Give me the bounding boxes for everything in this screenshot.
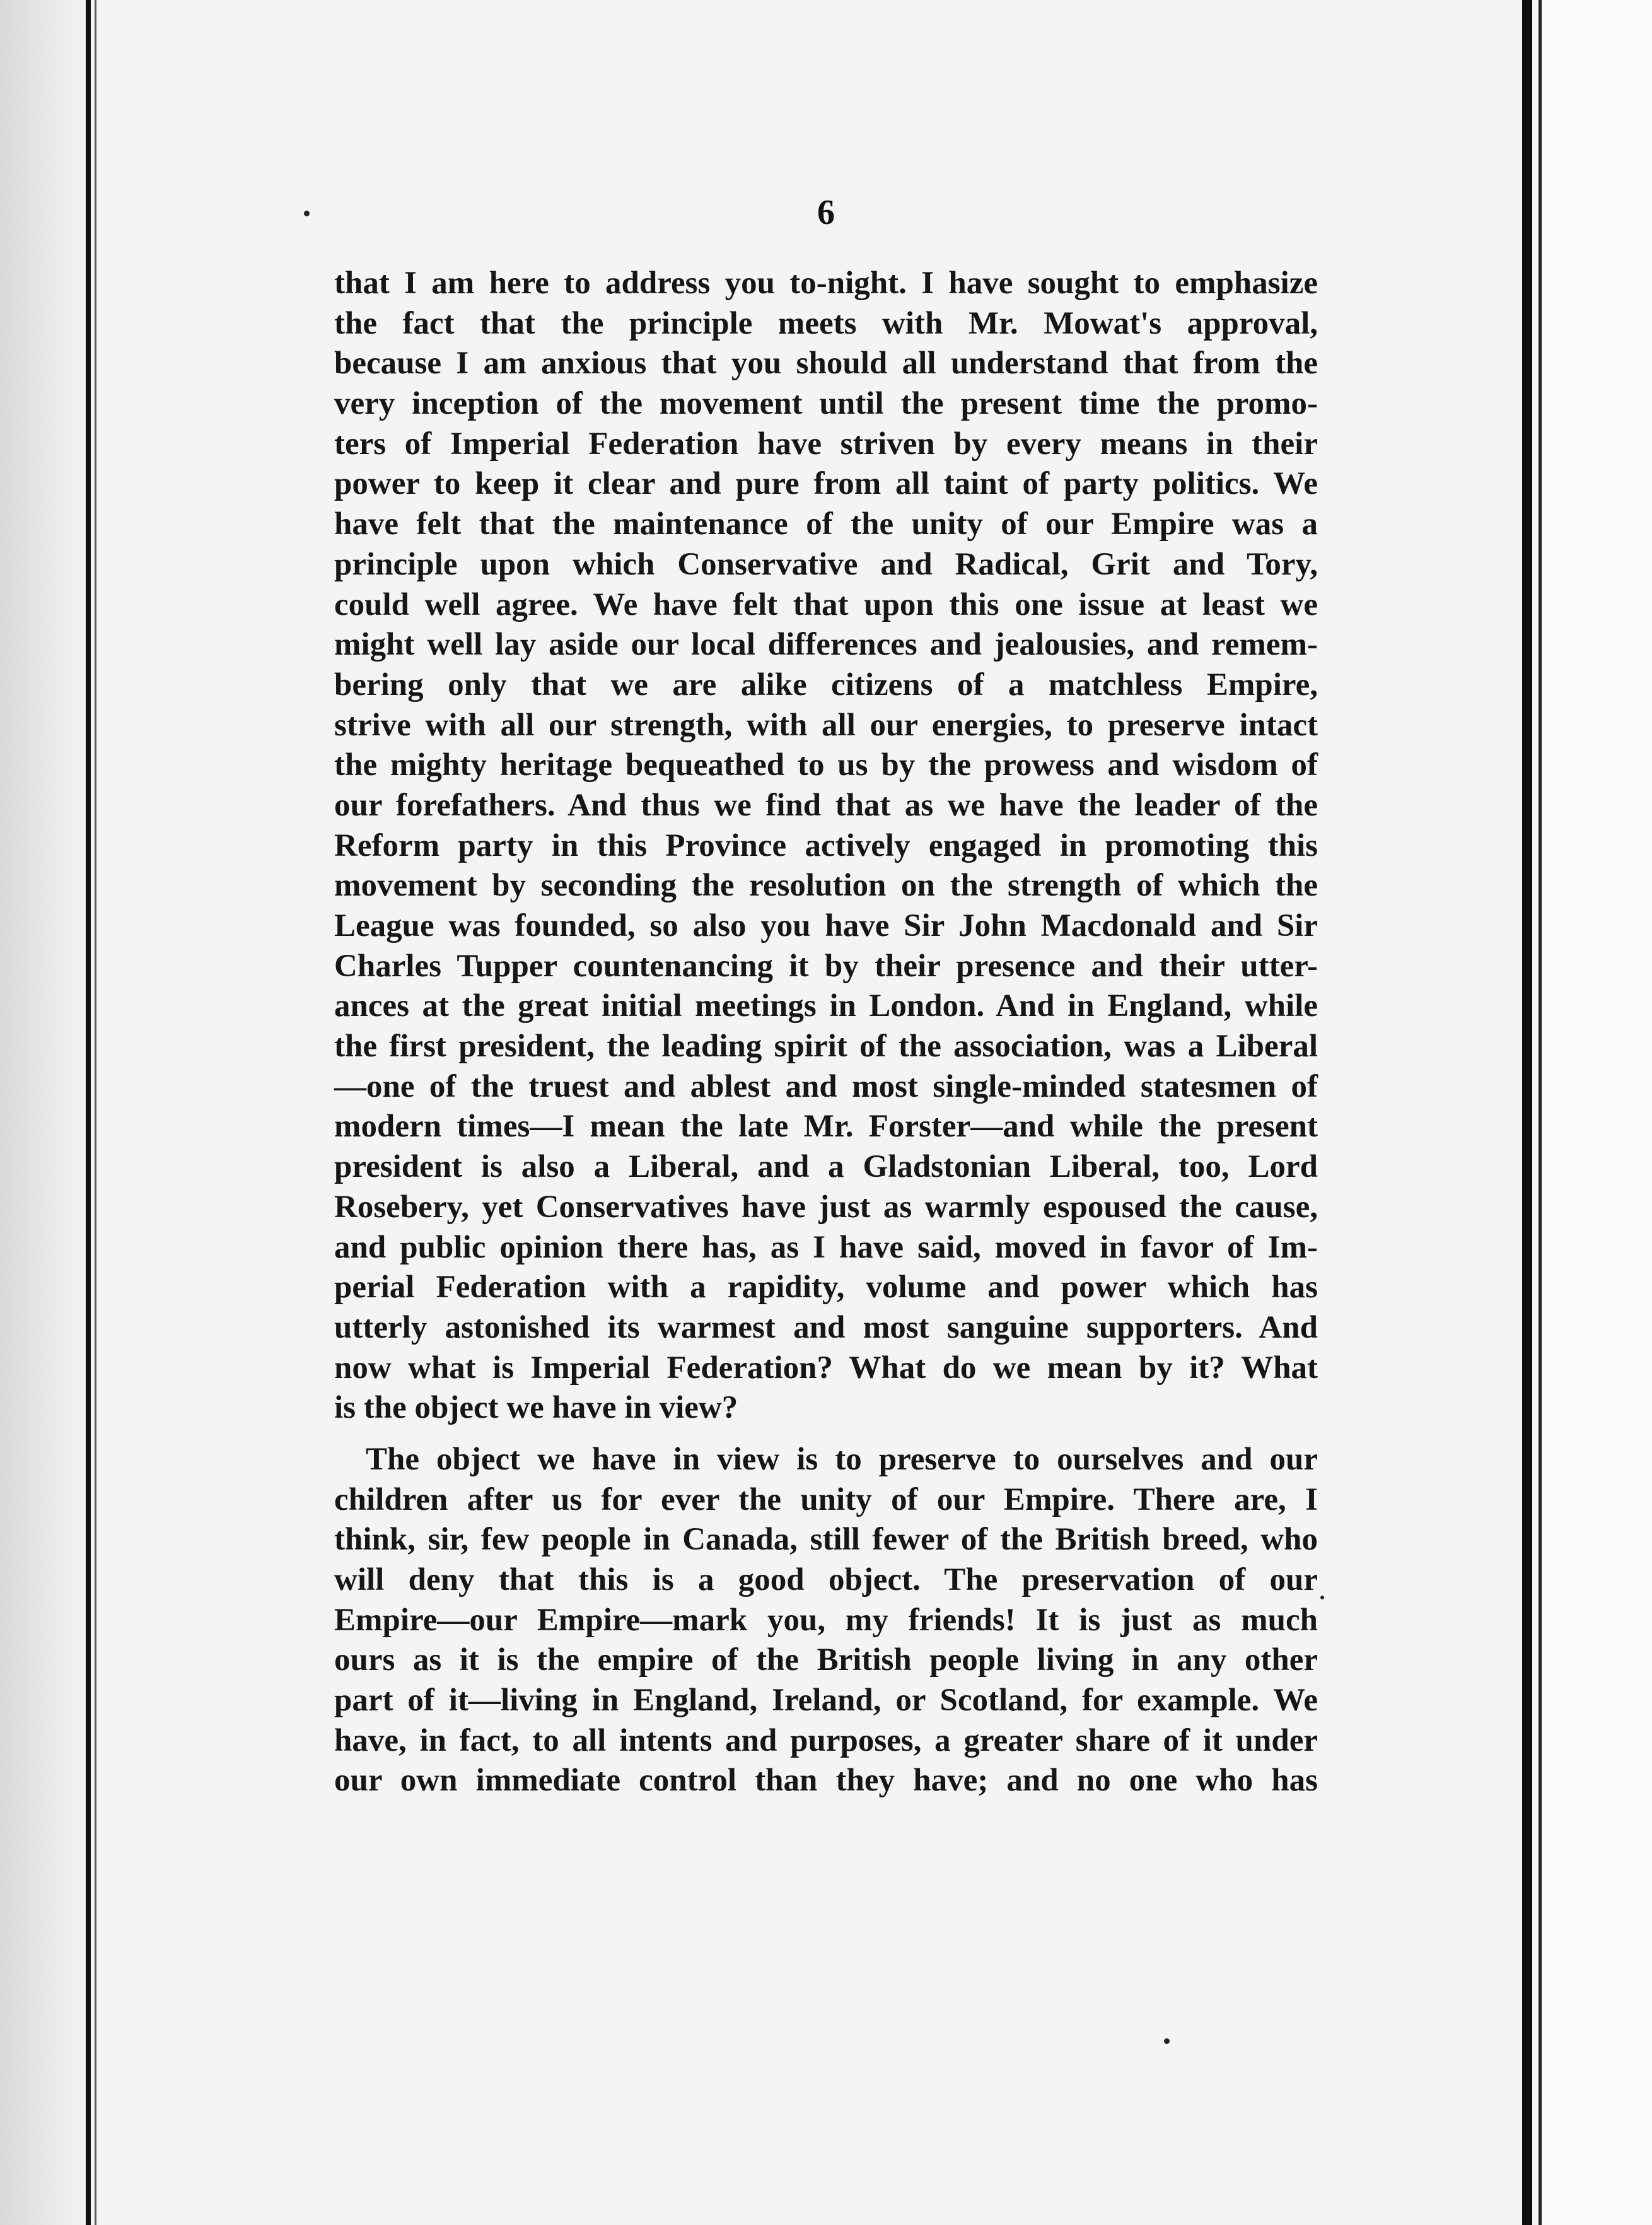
text-line: and public opinion there has, as I have said, moved in favor of Im- — [334, 1229, 1318, 1265]
text-line: now what is Imperial Federation? What do we mean by it? What — [334, 1350, 1318, 1386]
text-line: strive with all our strength, with all our energies, to preserve intact — [334, 707, 1318, 743]
text-line: the first president, the leading spirit of the association, was a Liberal — [334, 1029, 1318, 1065]
text-line: Reform party in this Province actively engaged in promoting this — [334, 827, 1318, 863]
text-line: bering only that we are alike citizens of a matchless Empire, — [334, 667, 1318, 703]
text-line: perial Federation with a rapidity, volume and power which has — [334, 1270, 1318, 1305]
left-inner-rule — [95, 0, 96, 2225]
text-line: our forefathers. And thus we find that as we have the leader of the — [334, 787, 1318, 823]
text-line: part of it—living in England, Ireland, or Scotland, for example. We — [334, 1683, 1318, 1719]
text-line: The object we have in view is to preserve to ourselves and our — [366, 1441, 1318, 1477]
paragraph — [334, 1440, 1318, 1801]
text-line: the fact that the principle meets with Mr. Mowat's approval, — [334, 305, 1318, 341]
text-line: ours as it is the empire of the British people living in any other — [334, 1642, 1318, 1678]
left-page-edge — [0, 0, 95, 2225]
text-line: the mighty heritage bequeathed to us by the prowess and wisdom of — [334, 747, 1318, 783]
ink-speck — [304, 211, 310, 216]
text-line: have, in fact, to all intents and purposes, a greater share of it under — [334, 1722, 1318, 1758]
text-line: because I am anxious that you should all understand that from the — [334, 346, 1318, 382]
text-line: is the object we have in view? — [334, 1390, 738, 1426]
text-line: president is also a Liberal, and a Gladstonian Liberal, too, Lord — [334, 1149, 1318, 1185]
text-line: ances at the great initial meetings in London. And in England, while — [334, 988, 1318, 1024]
paragraph-gap — [334, 1428, 1318, 1440]
text-line: might well lay aside our local differences and jealousies, and remem- — [334, 627, 1318, 663]
text-line: children after us for ever the unity of our Empire. There are, I — [334, 1481, 1318, 1517]
left-binding-border — [86, 0, 91, 2225]
text-line: think, sir, few people in Canada, still fewer of the British breed, who — [334, 1522, 1318, 1558]
body-text — [334, 264, 1318, 1801]
text-line: power to keep it clear and pure from all taint of party politics. We — [334, 466, 1318, 502]
text-line: have felt that the maintenance of the unity of our Empire was a — [334, 506, 1318, 542]
text-line: our own immediate control than they have; and no one who has — [334, 1763, 1318, 1799]
text-line: very inception of the movement until the present time the promo- — [334, 386, 1318, 422]
paragraph — [334, 264, 1318, 1428]
ink-speck — [1164, 2038, 1170, 2044]
text-line: ters of Imperial Federation have striven by every means in their — [334, 426, 1318, 462]
text-line: principle upon which Conservative and Radical, Grit and Tory, — [334, 546, 1318, 582]
text-line: —one of the truest and ablest and most single-minded statesmen of — [334, 1068, 1318, 1104]
facing-page-strip — [1542, 0, 1652, 2225]
text-line: Charles Tupper countenancing it by their presence and their utter- — [334, 948, 1318, 984]
text-line: will deny that this is a good object. The preservation of our — [334, 1562, 1318, 1597]
ink-speck — [1320, 1596, 1324, 1599]
text-line: could well agree. We have felt that upon this one issue at least we — [334, 587, 1318, 622]
text-line: League was founded, so also you have Sir John Macdonald and Sir — [334, 908, 1318, 943]
text-line: Rosebery, yet Conservatives have just as warmly espoused the cause, — [334, 1189, 1318, 1225]
text-line: modern times—I mean the late Mr. Forster—and while the present — [334, 1109, 1318, 1145]
text-line: Empire—our Empire—mark you, my friends! It is just as much — [334, 1602, 1318, 1638]
text-line: utterly astonished its warmest and most sanguine supporters. And — [334, 1309, 1318, 1345]
page-number: 6 — [817, 193, 835, 232]
text-line: movement by seconding the resolution on the strength of which the — [334, 868, 1318, 904]
right-binding-border — [1522, 0, 1532, 2225]
text-line: that I am here to address you to-night. I have sought to emphasize — [334, 266, 1318, 301]
